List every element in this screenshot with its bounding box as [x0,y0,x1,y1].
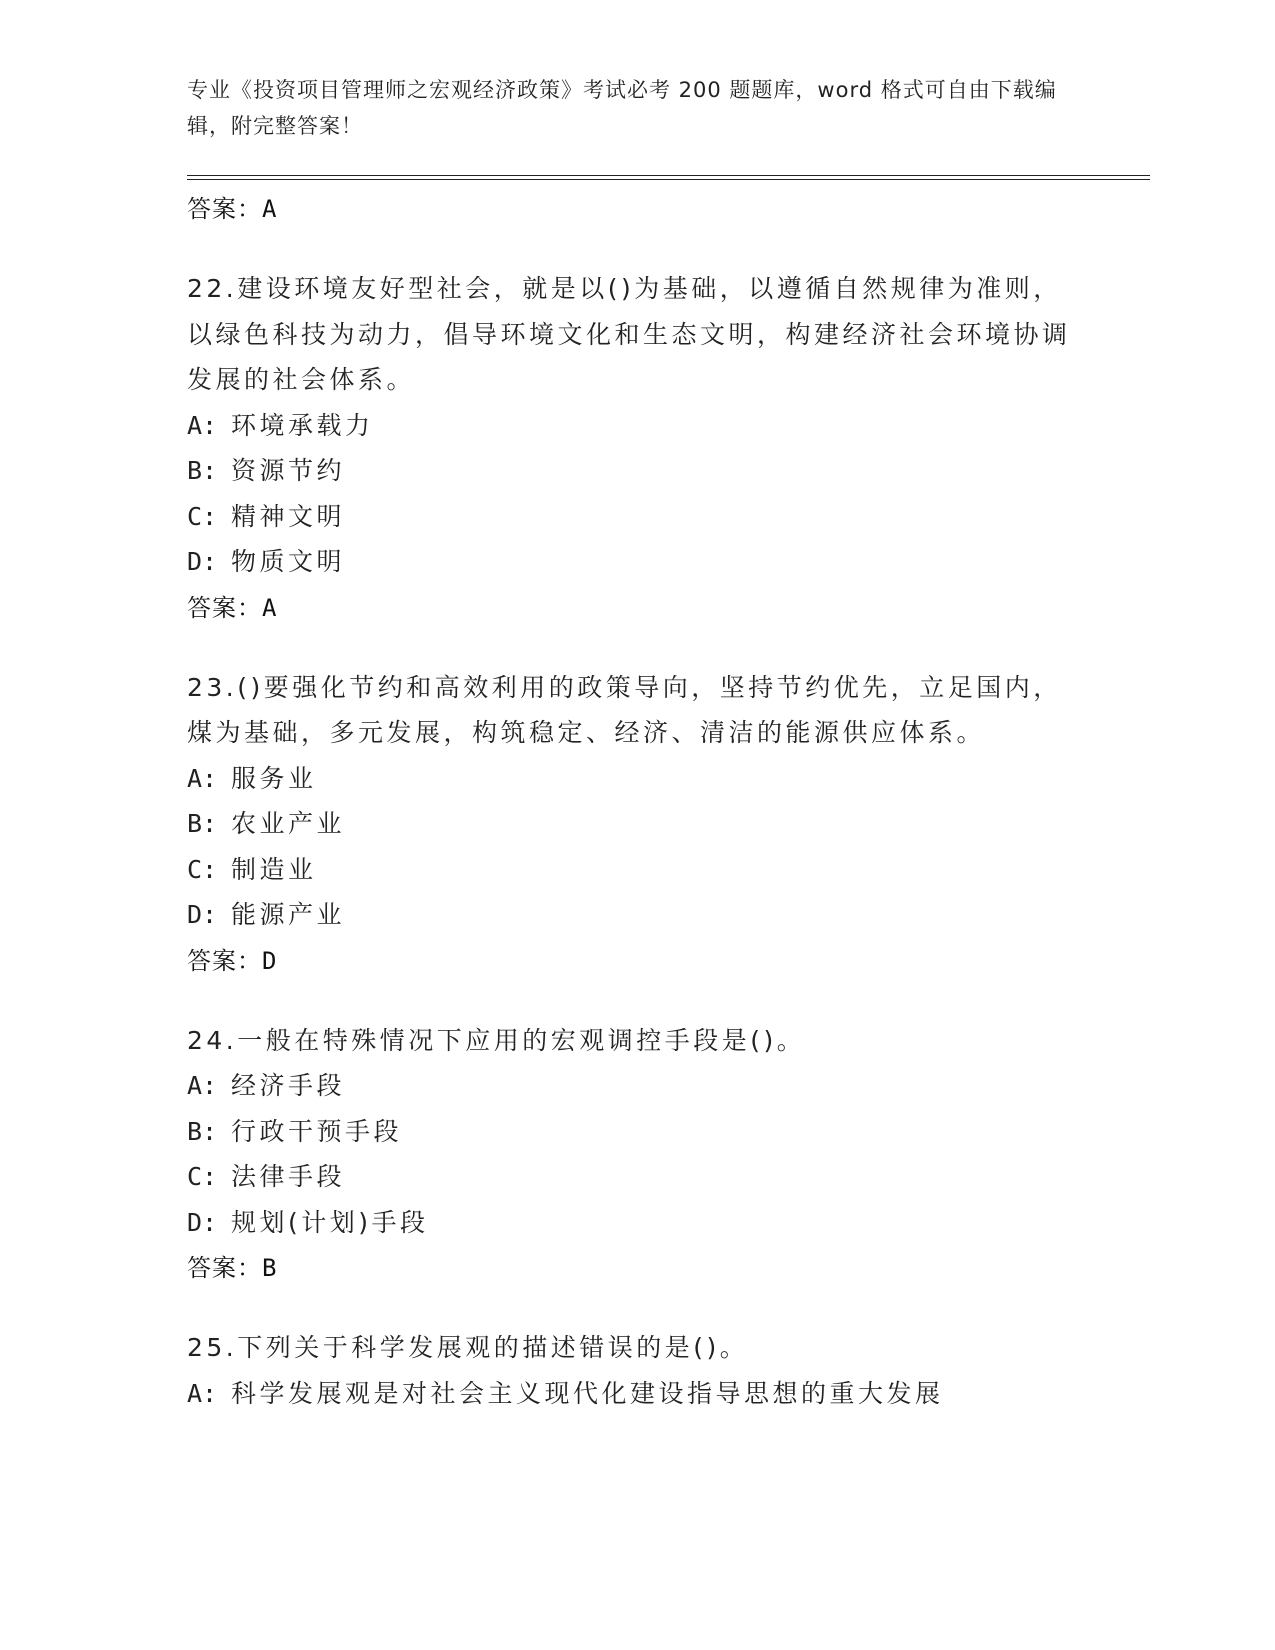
option-key: B: [187,1116,218,1146]
header-double-rule [187,175,1150,180]
option-text: 制造业 [231,854,317,884]
document-header [187,72,1067,144]
option-key: B: [187,809,218,838]
option-text: 环境承载力 [231,410,374,440]
answer-line [187,938,1087,984]
option-key: A: [187,1378,218,1408]
answer-value: B [262,1254,278,1282]
question-stem: 25.下列关于科学发展观的描述错误的是()。 [187,1333,749,1362]
answer-line [187,1245,1087,1291]
answer-label: 答案： [187,1254,262,1282]
option-d [187,1200,1087,1246]
option-key: C: [187,1162,218,1191]
option-a [187,403,1087,449]
option-a [187,756,1087,802]
option-text: 科学发展观是对社会主义现代化建设指导思想的重大发展 [231,1378,944,1408]
option-text: 法律手段 [231,1162,346,1191]
option-key: A: [187,1071,218,1100]
option-b [187,448,1087,494]
answer-label: 答案： [187,946,262,975]
option-b [187,801,1087,847]
question-stem: 23.()要强化节约和高效利用的政策导向，坚持节约优先，立足国内，煤为基础，多元发展，构筑稳定、经济、清洁的能源供应体系。 [187,672,1062,747]
answer-value: D [262,946,278,975]
option-d [187,892,1087,938]
answer-value: A [262,195,278,223]
document-header-text: 专业《投资项目管理师之宏观经济政策》考试必考 200 题题库，word 格式可自由下载编辑，附完整答案！ [187,78,1057,138]
option-text: 能源产业 [231,900,346,929]
question-24 [187,1018,1087,1292]
option-key: C: [187,501,218,531]
option-key: D: [187,1207,218,1237]
option-c [187,494,1087,540]
answer-label: 答案： [187,195,262,223]
option-text: 经济手段 [231,1071,346,1100]
option-text: 资源节约 [231,456,346,485]
option-text: 精神文明 [231,501,346,531]
option-text: 规划(计划)手段 [231,1207,429,1237]
question-22 [187,266,1087,631]
option-key: D: [187,547,218,576]
option-text: 行政干预手段 [231,1116,403,1146]
option-key: A: [187,410,218,440]
option-key: A: [187,763,218,793]
option-c [187,847,1087,893]
answer-line [187,585,1087,631]
answer-line-21 [187,186,1087,232]
option-d [187,539,1087,585]
question-23 [187,665,1087,984]
answer-label: 答案： [187,593,262,622]
question-stem: 24.一般在特殊情况下应用的宏观调控手段是()。 [187,1025,806,1055]
option-text: 物质文明 [231,547,346,576]
option-text: 农业产业 [231,809,346,838]
option-key: C: [187,854,218,884]
option-c [187,1154,1087,1200]
option-key: D: [187,900,218,929]
option-b [187,1109,1087,1155]
question-list [187,186,1087,1416]
option-key: B: [187,456,218,485]
option-text: 服务业 [231,763,317,793]
answer-value: A [262,593,278,622]
question-25 [187,1325,1087,1416]
option-a [187,1063,1087,1109]
option-a [187,1371,1087,1417]
question-stem: 22.建设环境友好型社会，就是以()为基础，以遵循自然规律为准则，以绿色科技为动力，倡导环境文化和生态文明，构建经济社会环境协调发展的社会体系。 [187,274,1071,394]
